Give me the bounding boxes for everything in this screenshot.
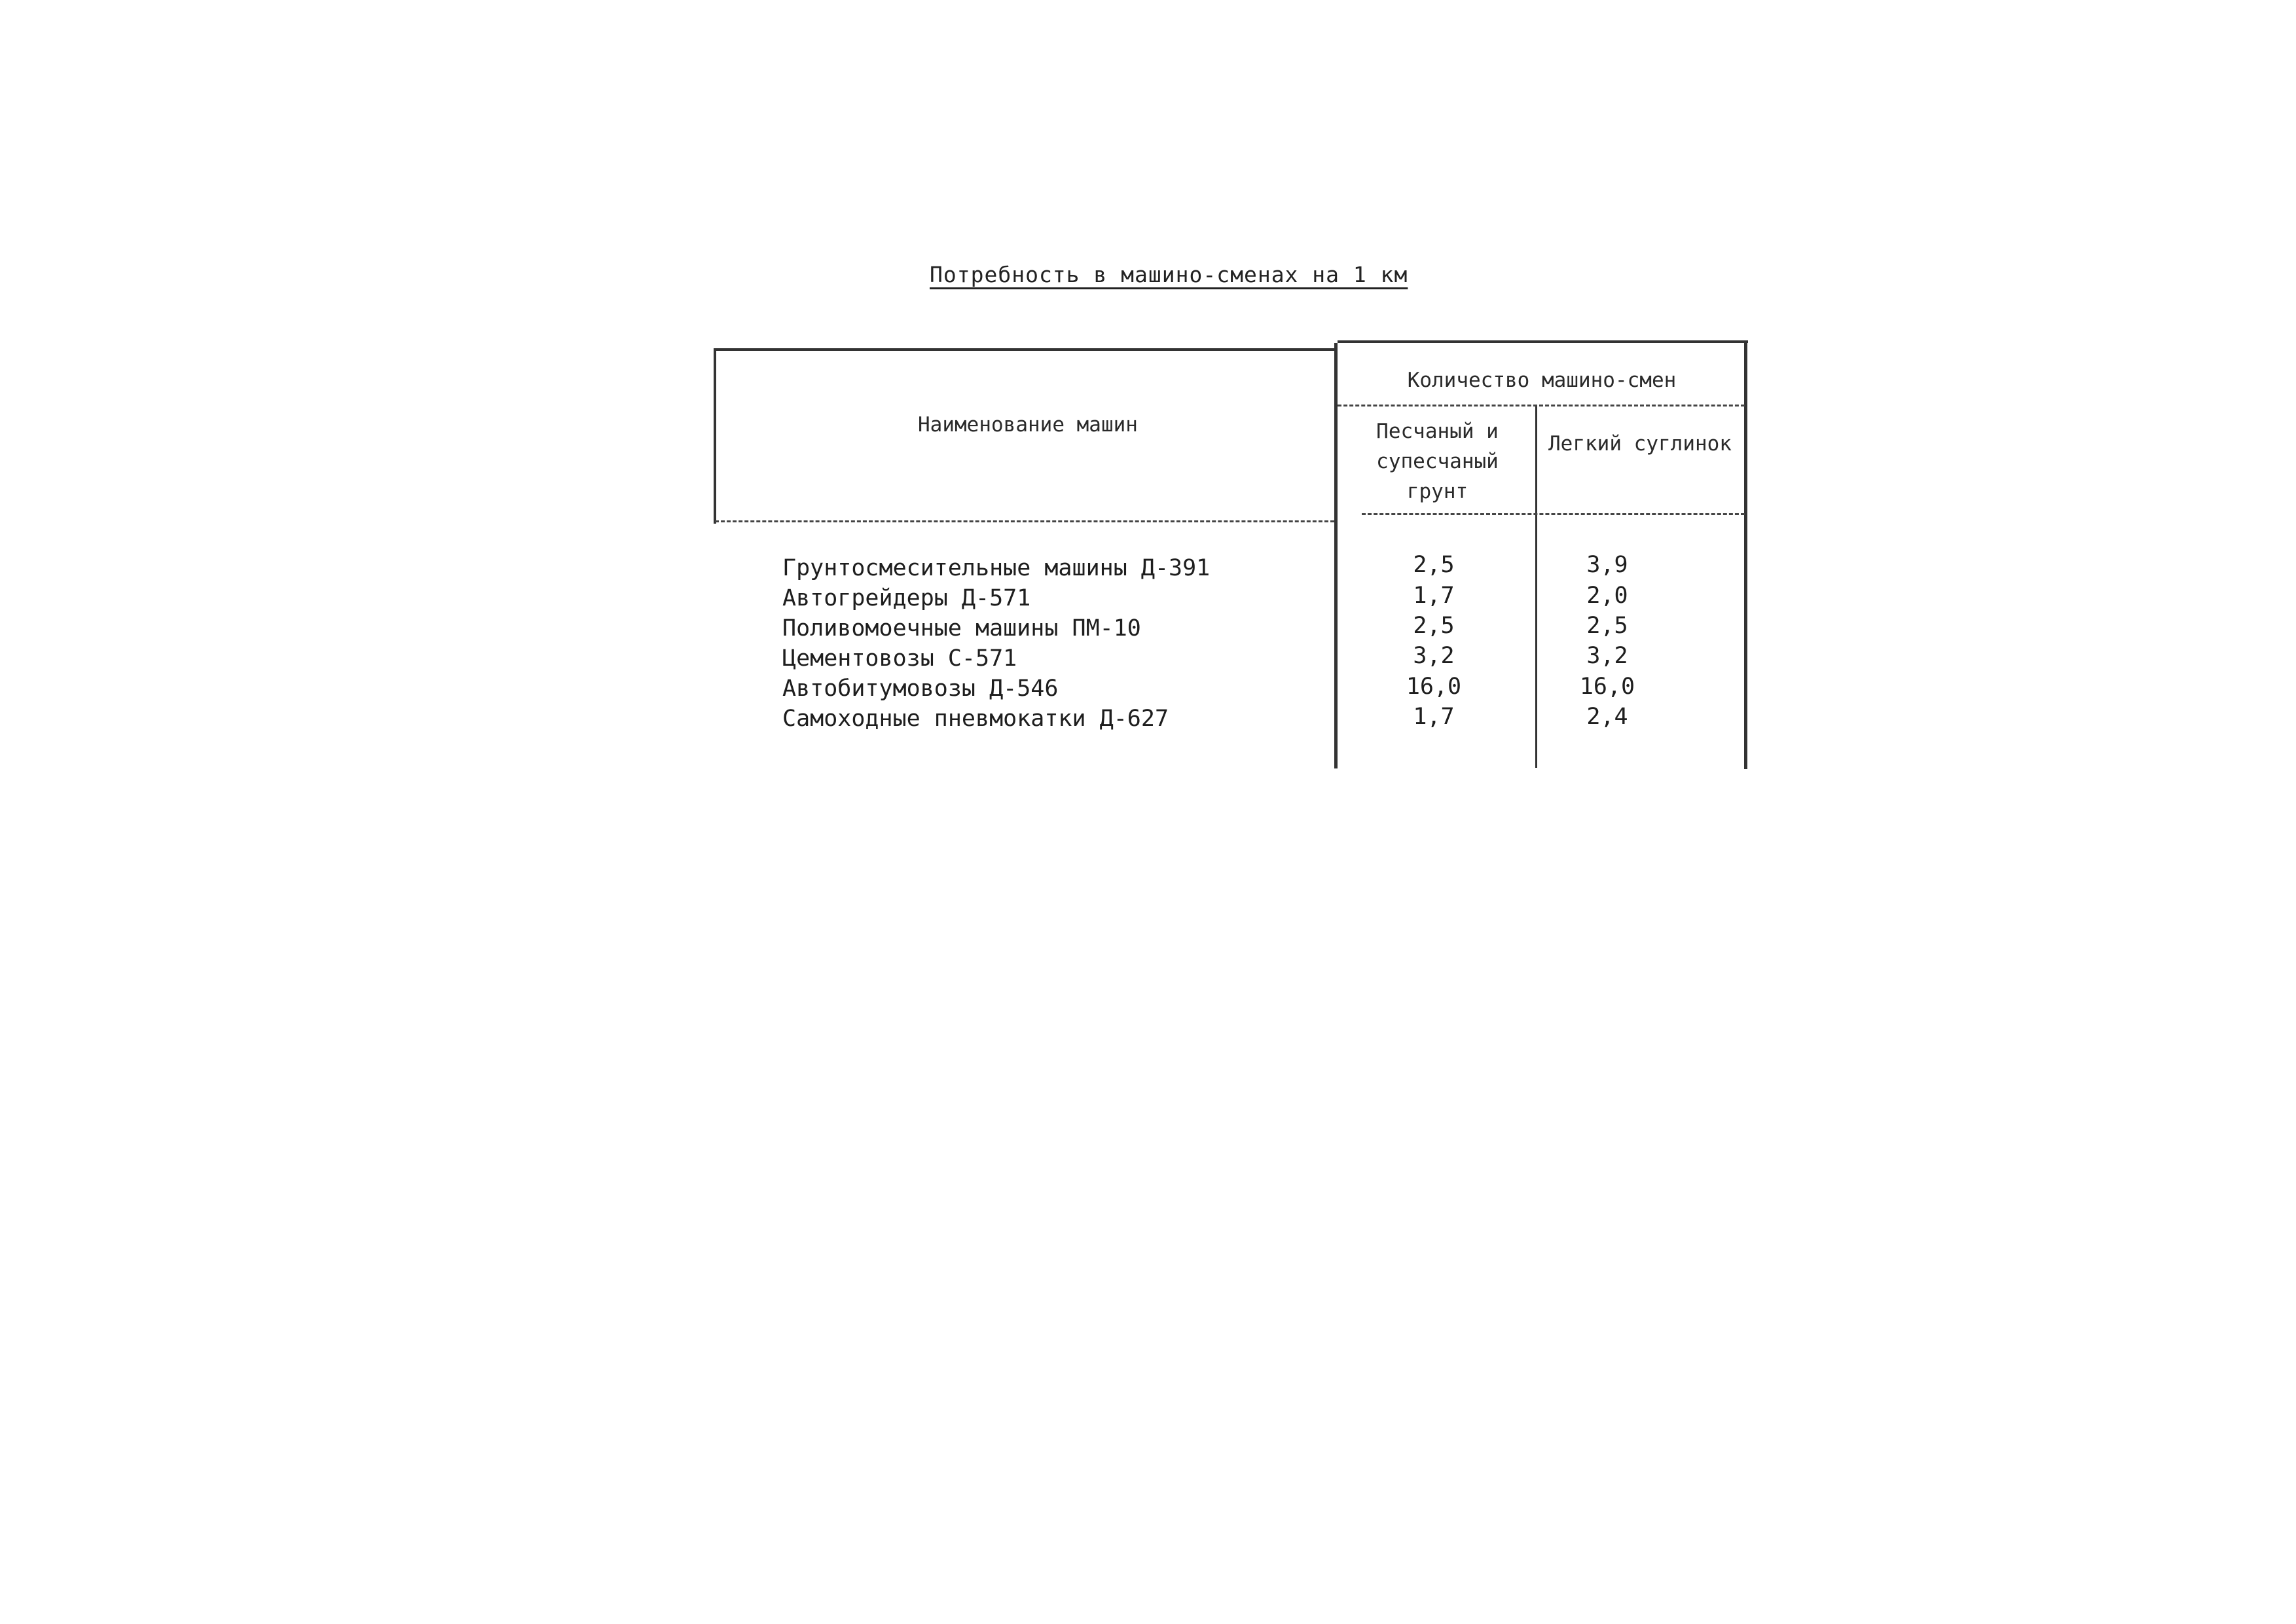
row-value-loam: 2,5 bbox=[1586, 613, 1628, 639]
table-subcolumn-divider bbox=[1535, 405, 1537, 768]
row-value-loam: 2,4 bbox=[1586, 704, 1628, 730]
column-header-machine-name: Наименование машин bbox=[918, 413, 1138, 437]
row-value-loam: 2,0 bbox=[1586, 583, 1628, 609]
column-header-light-loam: Легкий суглинок bbox=[1548, 432, 1732, 456]
row-value-sand: 2,5 bbox=[1413, 613, 1455, 639]
row-value-sand: 1,7 bbox=[1413, 583, 1455, 609]
table-left-border bbox=[714, 348, 716, 524]
row-machine-name: Цементовозы С-571 bbox=[782, 645, 1017, 672]
row-machine-name: Автогрейдеры Д-571 bbox=[782, 585, 1031, 611]
document-title: Потребность в машино-сменах на 1 км bbox=[930, 262, 1408, 287]
row-value-sand: 2,5 bbox=[1413, 552, 1455, 578]
row-value-loam: 3,9 bbox=[1586, 552, 1628, 578]
row-value-loam: 3,2 bbox=[1586, 643, 1628, 669]
row-value-sand: 16,0 bbox=[1406, 674, 1462, 700]
row-value-sand: 1,7 bbox=[1413, 704, 1455, 730]
table-column-divider bbox=[1334, 343, 1338, 768]
row-machine-name: Автобитумовозы Д-546 bbox=[782, 676, 1059, 702]
header-group-divider bbox=[1338, 405, 1745, 406]
column-group-header-quantity: Количество машино-смен bbox=[1407, 369, 1677, 392]
header-bottom-border-right bbox=[1362, 513, 1745, 515]
table-top-border-left bbox=[714, 348, 1338, 351]
row-machine-name: Поливомоечные машины ПМ-10 bbox=[782, 615, 1141, 641]
column-header-sand-soil: Песчаный и супесчаный грунт bbox=[1376, 420, 1499, 503]
row-machine-name: Самоходные пневмокатки Д-627 bbox=[782, 706, 1169, 732]
header-bottom-border-left bbox=[715, 520, 1334, 522]
table-top-border-right bbox=[1338, 340, 1748, 343]
row-value-loam: 16,0 bbox=[1579, 674, 1635, 700]
row-value-sand: 3,2 bbox=[1413, 643, 1455, 669]
row-machine-name: Грунтосмесительные машины Д-391 bbox=[782, 555, 1211, 581]
